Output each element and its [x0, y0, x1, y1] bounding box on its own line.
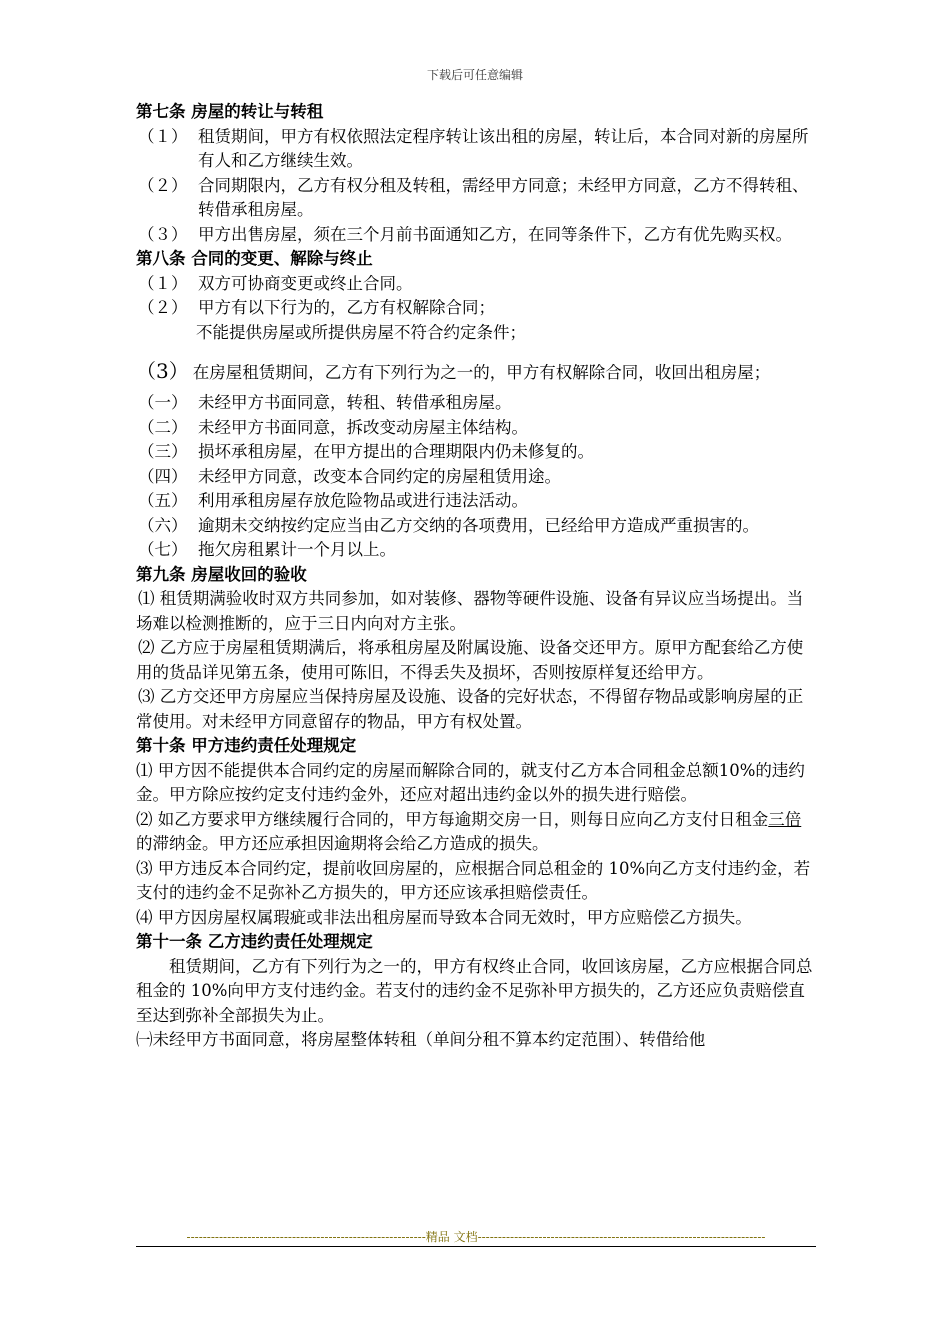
underlined-term: 三倍	[768, 809, 802, 829]
item-text: 甲方有以下行为的，乙方有权解除合同；	[198, 298, 495, 317]
item-number: （五）	[138, 491, 188, 510]
paragraph	[136, 808, 816, 857]
paragraph: 租赁期间，乙方有下列行为之一的，甲方有权终止合同，收回该房屋，乙方应根据合同总租金的 10%向甲方支付违约金。若支付的违约金不足弥补甲方损失的，乙方还应负责赔偿直至达到弥补全部损失为止。	[136, 956, 813, 1025]
article-9-title: 第九条 房屋收回的验收	[136, 564, 307, 584]
item-number: （３）	[138, 224, 188, 244]
list-item	[136, 416, 816, 441]
list-item	[136, 223, 816, 248]
item-number: （3）	[136, 359, 189, 383]
item-number: （一）	[138, 393, 188, 412]
item-number: （三）	[138, 442, 188, 461]
article-7-title: 第七条 房屋的转让与转租	[136, 102, 324, 121]
item-text: 在房屋租赁期间，乙方有下列行为之一的，甲方有权解除合同，收回出租房屋；	[192, 363, 771, 382]
item-number: （四）	[138, 466, 188, 486]
item-number: （七）	[138, 540, 188, 559]
paragraph: ⑴ 甲方因不能提供本合同约定的房屋而解除合同的，就支付乙方本合同租金总额10%的违约金。甲方除应按约定支付违约金外，还应对超出违约金以外的损失进行赔偿。	[136, 760, 805, 804]
article-8-title: 第八条 合同的变更、解除与终止	[136, 249, 373, 268]
item-text: 拖欠房租累计一个月以上。	[198, 540, 396, 559]
sub-clause: 不能提供房屋或所提供房屋不符合约定条件；	[196, 322, 526, 342]
item-number: （二）	[138, 417, 188, 437]
list-item	[136, 391, 816, 416]
paragraph: ㈠未经甲方书面同意，将房屋整体转租（单间分租不算本约定范围）、转借给他	[136, 1030, 706, 1049]
item-number: （２）	[138, 175, 188, 195]
item-text: 利用承租房屋存放危险物品或进行违法活动。	[198, 491, 528, 510]
item-text: 逾期未交纳按约定应当由乙方交纳的各项费用，已经给甲方造成严重损害的。	[198, 515, 759, 535]
article-10-title: 第十条 甲方违约责任处理规定	[136, 736, 357, 755]
list-item	[136, 125, 816, 174]
list-item	[136, 465, 816, 490]
item-text: 双方可协商变更或终止合同。	[198, 273, 413, 293]
item-number: （六）	[138, 515, 188, 535]
list-item	[136, 272, 816, 297]
page-header: 下载后可任意编辑	[426, 68, 523, 82]
item-text: 未经甲方书面同意，转租、转借承租房屋。	[198, 393, 512, 412]
item-text: 未经甲方同意，改变本合同约定的房屋租赁用途。	[198, 466, 561, 486]
item-number: （１）	[138, 273, 188, 293]
item-text: 未经甲方书面同意，拆改变动房屋主体结构。	[198, 417, 528, 437]
item-text: 损坏承租房屋，在甲方提出的合理期限内仍未修复的。	[198, 442, 594, 461]
item-text: 合同期限内，乙方有权分租及转租，需经甲方同意；未经甲方同意，乙方不得转租、转借承租房屋。	[198, 175, 809, 219]
list-item	[136, 489, 816, 514]
list-item	[136, 440, 816, 465]
item-text: 甲方出售房屋，须在三个月前书面通知乙方，在同等条件下，乙方有优先购买权。	[198, 224, 792, 244]
article-11-title: 第十一条 乙方违约责任处理规定	[136, 932, 373, 951]
paragraph: ⑴ 租赁期满验收时双方共同参加，如对装修、器物等硬件设施、设备有异议应当场提出。当场难以检测推断的，应于三日内向对方主张。	[136, 589, 804, 633]
item-number: （２）	[138, 298, 188, 317]
footer-divider	[136, 1246, 816, 1247]
page-footer: -----------------------------------------------------------精品 文档-----------------------------------------------------------------------	[186, 1230, 766, 1244]
paragraph: ⑶ 甲方违反本合同约定，提前收回房屋的，应根据合同总租金的 10%向乙方支付违约金，若支付的违约金不足弥补乙方损失的，甲方还应该承担赔偿责任。	[136, 858, 811, 902]
item-text: 租赁期间，甲方有权依照法定程序转让该出租的房屋，转让后，本合同对新的房屋所有人和乙方继续生效。	[198, 126, 809, 170]
item-number: （１）	[138, 126, 188, 146]
paragraph-text: ⑵ 如乙方要求甲方继续履行合同的，甲方每逾期交房一日，则每日应向乙方支付日租金	[136, 809, 769, 829]
list-item	[136, 296, 816, 321]
list-item	[136, 538, 816, 563]
list-item	[136, 514, 816, 539]
list-item	[136, 174, 816, 223]
document-body	[136, 100, 816, 1053]
paragraph-text: 的滞纳金。甲方还应承担因逾期将会给乙方造成的损失。	[136, 834, 549, 853]
paragraph: ⑶ 乙方交还甲方房屋应当保持房屋及设施、设备的完好状态，不得留存物品或影响房屋的正常使用。对未经甲方同意留存的物品，甲方有权处置。	[136, 687, 804, 731]
paragraph: ⑷ 甲方因房屋权属瑕疵或非法出租房屋而导致本合同无效时，甲方应赔偿乙方损失。	[136, 907, 752, 927]
paragraph	[136, 353, 816, 391]
paragraph: ⑵ 乙方应于房屋租赁期满后，将承租房屋及附属设施、设备交还甲方。原甲方配套给乙方使用的货品详见第五条，使用可陈旧，不得丢失及损坏，否则按原样复还给甲方。	[136, 638, 804, 682]
